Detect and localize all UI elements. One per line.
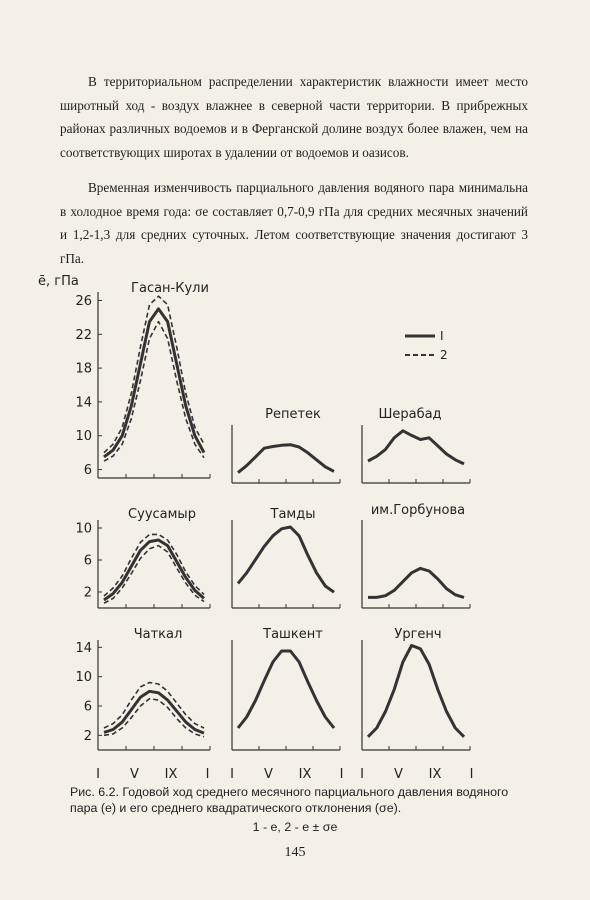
y-tick-label: 18: [75, 361, 92, 377]
chart-panel: [75, 507, 210, 608]
panel-title: Шерабад: [378, 407, 442, 422]
x-tick-label: I: [339, 767, 344, 782]
chart-panel: [75, 627, 210, 750]
chart-panel: [362, 503, 470, 608]
caption-legend-line: 1 - е, 2 - е ± σe: [252, 820, 338, 834]
y-tick-label: 2: [83, 585, 92, 601]
y-tick-label: 14: [75, 395, 92, 411]
panel-title: Гасан-Кули: [131, 281, 209, 296]
page-number: 145: [284, 845, 306, 860]
legend-key-1: I: [440, 329, 444, 343]
chart-panel: [232, 407, 340, 483]
series-mean-line: [238, 651, 334, 728]
x-tick-label: IX: [298, 767, 312, 782]
legend: [405, 329, 448, 362]
y-axis-label: ē, гПа: [38, 274, 79, 289]
series-mean-line: [238, 527, 334, 592]
legend-key-2: 2: [440, 348, 448, 362]
y-tick-label: 2: [83, 728, 92, 744]
chart-panel: [232, 627, 340, 750]
y-tick-label: 6: [83, 553, 92, 569]
series-mean-line: [368, 431, 464, 464]
y-tick-label: 6: [83, 699, 92, 715]
panel-title: Тамды: [270, 507, 316, 522]
x-tick-label: I: [205, 767, 210, 782]
y-tick-label: 10: [75, 670, 92, 686]
paragraph-1: В территориальном распределении характеристик влажности имеет место широтный ход - воздух влажнее в северной части территории. В прибрежных районах различных водоемов и в Ферганской долине воздух более влажен, чем на соответствующих широтах в удалении от водоемов и оазисов.: [60, 74, 528, 160]
chart-panel: [362, 627, 470, 750]
y-tick-label: 10: [75, 429, 92, 445]
chart-panel: [362, 407, 470, 483]
y-tick-label: 26: [75, 293, 92, 309]
series-mean-line: [104, 309, 204, 457]
series-mean-line: [104, 691, 204, 733]
y-tick-label: 10: [75, 521, 92, 537]
y-tick-label: 22: [75, 327, 92, 343]
x-tick-labels: [96, 767, 473, 782]
panel-title: Ургенч: [394, 627, 442, 642]
series-mean-line: [368, 568, 464, 597]
panel-title: Суусамыр: [128, 507, 196, 522]
x-tick-label: IX: [428, 767, 442, 782]
x-tick-label: I: [360, 767, 364, 782]
x-tick-label: I: [469, 767, 474, 782]
y-tick-label: 6: [83, 463, 92, 479]
x-tick-label: I: [96, 767, 100, 782]
panel-title: Чаткал: [133, 627, 183, 642]
series-sigma-line: [104, 546, 204, 604]
chart-panel: [232, 507, 340, 608]
series-mean-line: [238, 445, 334, 473]
figure-caption: Рис. 6.2. Годовой ход среднего месячного парциального давления водяного пара (е) и его среднего квадратического отклонения (σe).: [70, 785, 509, 815]
paragraph-2: Временная изменчивость парциального давления водяного пара минимальна в холодное время года: σe составляет 0,7-0,9 гПа для средних месячных значений и 1,2-1,3 для средних суточных. Летом соответствующие значения достигают 3 гПа.: [60, 180, 528, 266]
series-mean-line: [368, 646, 464, 737]
panel-title: Репетек: [265, 407, 321, 422]
y-tick-label: 14: [75, 640, 92, 656]
x-tick-label: V: [130, 767, 139, 782]
panel-title: им.Горбунова: [370, 503, 466, 518]
chart-panel: [75, 281, 210, 478]
x-tick-label: V: [394, 767, 403, 782]
x-tick-label: I: [230, 767, 234, 782]
series-sigma-line: [104, 683, 204, 729]
x-tick-label: V: [264, 767, 273, 782]
x-tick-label: IX: [164, 767, 178, 782]
panel-title: Ташкент: [263, 627, 323, 642]
